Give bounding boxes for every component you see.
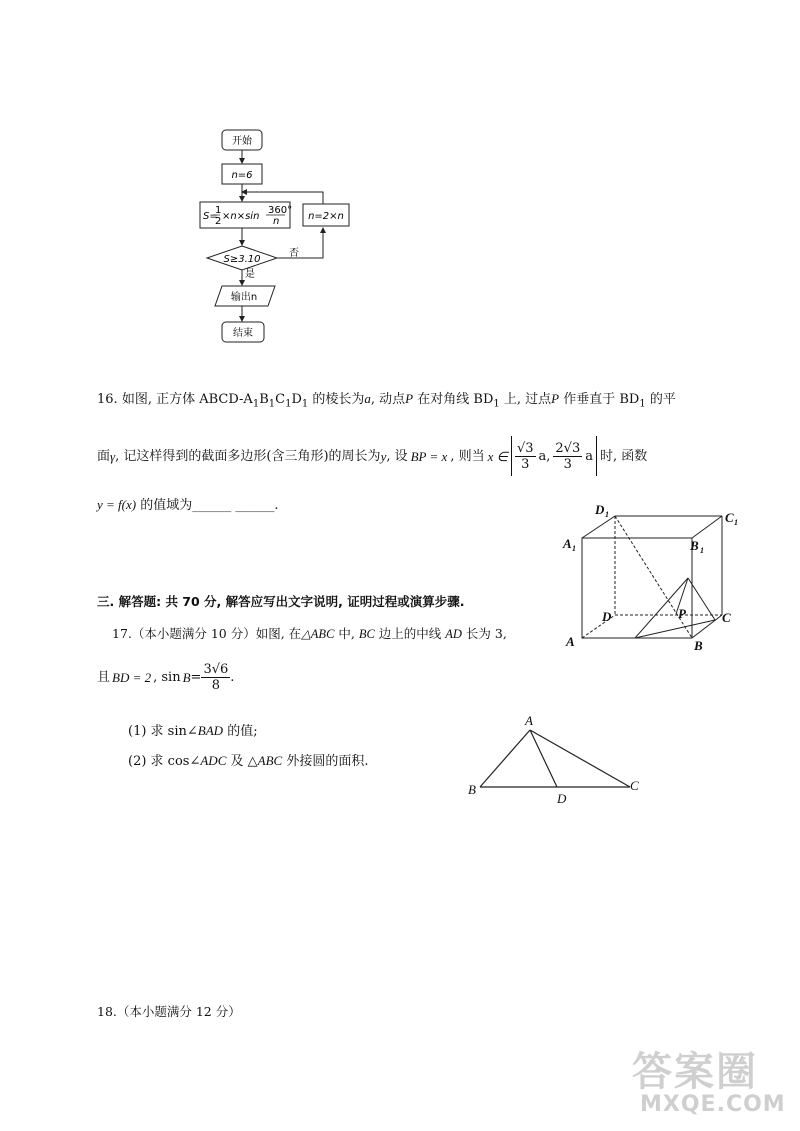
q16-fx: y = f(x) xyxy=(97,497,137,512)
section3-title: 三. 解答题: 共 70 分, 解答应写出文字说明, 证明过程或演算步骤. xyxy=(97,594,465,609)
q16-l2-b: , 记这样得到的截面多边形(含三角形)的周长为 xyxy=(115,448,381,464)
cube-label-c1-sub: 1 xyxy=(734,518,738,527)
cube-figure xyxy=(560,500,750,660)
cube-label-a1: A xyxy=(563,536,572,551)
q16-gamma: γ xyxy=(110,448,116,464)
q17-head-d: 长为 3, xyxy=(461,626,507,641)
q16-x-in: x ∈ xyxy=(487,448,508,464)
q17-sinb-frac: $\frac{3√6}{8}$ xyxy=(203,662,229,693)
q16-interval-a1: a, xyxy=(538,448,551,464)
q17-l2-a: 且 xyxy=(97,670,111,685)
q16-line2 xyxy=(97,436,647,476)
q16-text-d: D xyxy=(291,392,302,407)
q16-l2-d: , 则当 xyxy=(450,448,485,464)
q17-l2-b: , sin xyxy=(153,670,181,685)
q16-left-frac: $\frac{√3}{3}$ xyxy=(516,440,534,472)
q16-text-h: 上, 过点 xyxy=(499,392,552,407)
q16-text-e: 的棱长为 xyxy=(308,392,365,407)
q16-l2-c: , 设 xyxy=(386,448,408,464)
q16-sub-a1: 1 xyxy=(252,398,260,410)
q17-p2-adc: ADC xyxy=(200,753,227,768)
q16-sub-d1: 1 xyxy=(301,398,309,410)
q17-head: 17.（本小题满分 10 分）如图, 在 xyxy=(112,626,302,641)
q16-var-p2: P xyxy=(551,391,560,406)
q16-l3-b: 的值域为 xyxy=(136,498,193,513)
q16-l2-a: 面 xyxy=(97,448,111,464)
watermark-line2: MXQE.COM xyxy=(640,1092,786,1117)
q17-head-b: 中, xyxy=(334,626,359,641)
q16-var-p: P xyxy=(405,391,414,406)
q17-p2-b: 及 △ xyxy=(226,754,258,769)
q16-sub-bd1: 1 xyxy=(493,398,500,410)
q16-var-a: a xyxy=(364,391,371,406)
cube-label-a1-sub: 1 xyxy=(572,544,576,553)
q17-tri: △ABC xyxy=(301,627,335,641)
q16-interval xyxy=(511,436,597,476)
flow-start-text: 开始 xyxy=(232,136,252,147)
cube-label-c1: C xyxy=(725,510,734,525)
q16-line3 xyxy=(97,498,279,512)
cube-label-d1-sub: 1 xyxy=(605,510,609,519)
q16-right-frac: $\frac{2√3}{3}$ xyxy=(555,440,581,472)
q17-line2 xyxy=(97,663,234,692)
q16-blank: ______ ______. xyxy=(192,498,279,513)
tri-label-c: C xyxy=(630,778,639,793)
flow-no-label: 否 xyxy=(289,248,299,259)
q17-ad: AD xyxy=(445,627,462,641)
flow-output-text: 输出n xyxy=(230,292,258,303)
flow-compute-mid: ×n×sin xyxy=(222,211,260,222)
cube-label-d1: D xyxy=(595,502,605,517)
q16-number: 16. xyxy=(97,392,118,407)
flow-compute-half-num: 1 xyxy=(215,205,222,216)
q16-text-c: C xyxy=(275,392,286,407)
q17-bd-eq: BD = 2 xyxy=(112,670,152,685)
q17-p1-a: (1) 求 sin∠ xyxy=(128,724,198,739)
q17-p2-c: 外接圆的面积. xyxy=(282,754,369,769)
q16-sub-c1: 1 xyxy=(285,398,292,410)
tri-label-a: A xyxy=(525,713,533,728)
q16-sub-b1: 1 xyxy=(268,398,276,410)
cube-label-p: P xyxy=(678,606,686,621)
q17-l2-end: . xyxy=(230,670,235,685)
cube-label-c: C xyxy=(722,610,731,625)
q16-sub-bd1b: 1 xyxy=(639,398,646,410)
flow-end-text: 结束 xyxy=(233,328,253,339)
flow-compute-prefix: S= xyxy=(203,211,218,222)
q16-interval-a2: a xyxy=(585,448,593,464)
flow-compute-angle-num: 360° xyxy=(268,205,293,216)
q16-l2-e: 时, 函数 xyxy=(599,448,648,464)
tri-label-b: B xyxy=(468,782,476,797)
q17-l2-eq: = xyxy=(190,670,202,685)
q17-p1-bad: BAD xyxy=(197,723,224,738)
cube-label-a: A xyxy=(566,634,575,649)
cube-label-d: D xyxy=(602,609,612,624)
triangle-figure xyxy=(460,710,660,810)
q17-l2-B: B xyxy=(182,670,191,685)
q17-bc: BC xyxy=(358,627,375,641)
tri-label-d: D xyxy=(557,791,567,806)
cube-label-b1-sub: 1 xyxy=(700,546,704,555)
flowchart xyxy=(195,120,365,350)
flow-yes-label: 是 xyxy=(245,269,255,280)
cube-label-b1: B xyxy=(690,538,699,553)
q17-line1 xyxy=(112,628,507,641)
q16-text-i: 作垂直于 BD xyxy=(559,392,640,407)
flow-init-text: n=6 xyxy=(231,170,253,181)
q17-part2 xyxy=(128,754,368,768)
q17-head-c: 边上的中线 xyxy=(374,626,446,641)
q16-line1 xyxy=(97,392,676,410)
q17-part1 xyxy=(128,724,258,738)
flow-compute-half-den: 2 xyxy=(215,216,222,227)
watermark-line1: 答案圈 xyxy=(632,1049,758,1095)
flow-compute-angle-den: n xyxy=(273,216,280,227)
flow-update-text: n=2×n xyxy=(308,211,344,222)
q17-p2-abc: ABC xyxy=(257,753,283,768)
q16-text-b: B xyxy=(259,392,269,407)
cube-label-b: B xyxy=(694,638,703,653)
q16-text-g: 在对角线 BD xyxy=(413,392,494,407)
q17-p1-b: 的值; xyxy=(223,724,258,739)
q16-var-y: y xyxy=(380,448,387,464)
q16-text-a: 如图, 正方体 ABCD-A xyxy=(121,392,253,407)
q18-head: 18.（本小题满分 12 分） xyxy=(97,1004,241,1019)
q17-p2-a: (2) 求 cos∠ xyxy=(128,754,201,769)
q16-bp-eq: BP = x xyxy=(410,448,448,464)
q16-text-f: , 动点 xyxy=(370,392,406,407)
flow-condition-text: S≥3.10 xyxy=(223,254,261,265)
q16-text-j: 的平 xyxy=(645,392,676,407)
